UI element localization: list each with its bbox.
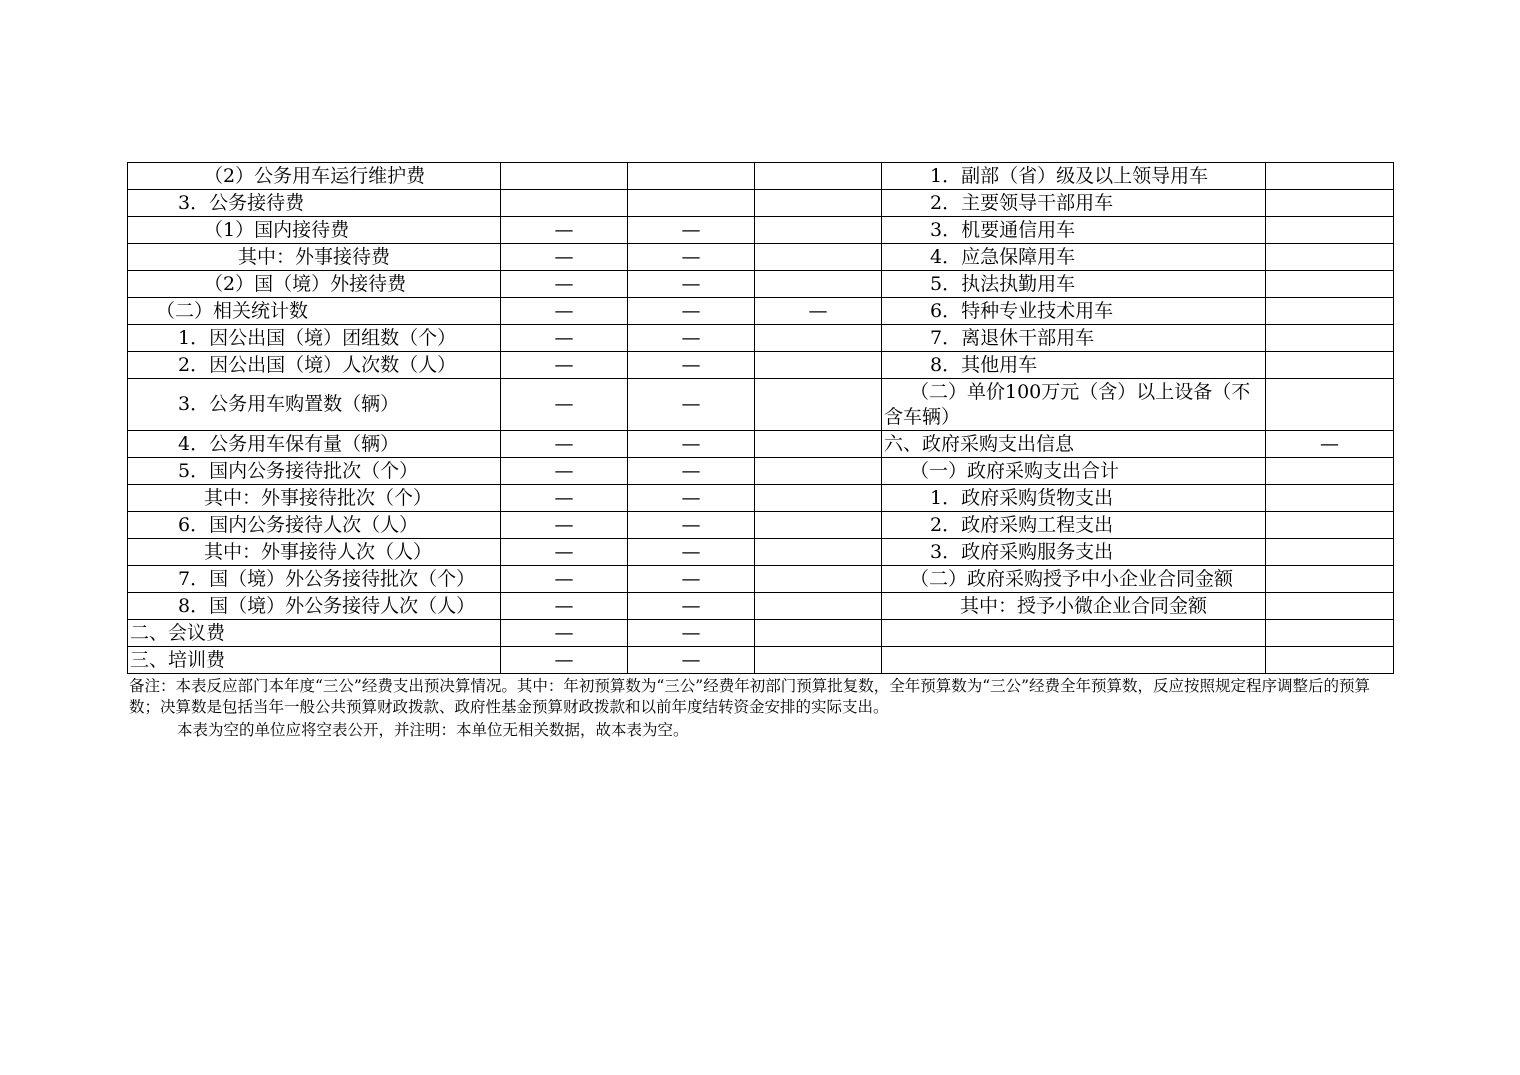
table-row: [128, 539, 1394, 566]
row-label: 3．公务用车购置数（辆）: [128, 379, 501, 431]
row-label: （2）国（境）外接待费: [128, 271, 501, 298]
right-value-cell: [1266, 539, 1394, 566]
right-row-label: [882, 620, 1266, 647]
table-row: [128, 163, 1394, 190]
final-accounts-cell: [755, 539, 882, 566]
right-row-label: 5．执法执勤用车: [882, 271, 1266, 298]
right-row-label: 3．机要通信用车: [882, 217, 1266, 244]
row-label: 其中：外事接待批次（个）: [128, 485, 501, 512]
right-value-cell: [1266, 620, 1394, 647]
right-value-cell: —: [1266, 431, 1394, 458]
initial-budget-cell: —: [501, 431, 628, 458]
final-accounts-cell: [755, 566, 882, 593]
right-value-cell: [1266, 190, 1394, 217]
full-year-budget-cell: —: [628, 566, 755, 593]
final-accounts-cell: [755, 620, 882, 647]
right-row-label: （一）政府采购支出合计: [882, 458, 1266, 485]
right-row-label: 8．其他用车: [882, 352, 1266, 379]
full-year-budget-cell: —: [628, 458, 755, 485]
full-year-budget-cell: —: [628, 244, 755, 271]
right-value-cell: [1266, 566, 1394, 593]
full-year-budget-cell: —: [628, 431, 755, 458]
full-year-budget-cell: —: [628, 593, 755, 620]
initial-budget-cell: —: [501, 217, 628, 244]
full-year-budget-cell: —: [628, 352, 755, 379]
initial-budget-cell: —: [501, 593, 628, 620]
right-value-cell: [1266, 512, 1394, 539]
final-accounts-cell: —: [755, 298, 882, 325]
final-accounts-cell: [755, 593, 882, 620]
full-year-budget-cell: —: [628, 620, 755, 647]
final-accounts-cell: [755, 190, 882, 217]
right-row-label: 六、政府采购支出信息: [882, 431, 1266, 458]
row-label: 8．国（境）外公务接待人次（人）: [128, 593, 501, 620]
row-label: 4．公务用车保有量（辆）: [128, 431, 501, 458]
table-row: [128, 379, 1394, 431]
full-year-budget-cell: [628, 190, 755, 217]
empty-table-note: 本表为空的单位应将空表公开，并注明：本单位无相关数据，故本表为空。: [177, 721, 689, 739]
final-accounts-cell: [755, 325, 882, 352]
row-label: 其中：外事接待人次（人）: [128, 539, 501, 566]
table-row: [128, 458, 1394, 485]
right-value-cell: [1266, 217, 1394, 244]
final-accounts-cell: [755, 352, 882, 379]
full-year-budget-cell: [628, 163, 755, 190]
table-row: [128, 512, 1394, 539]
initial-budget-cell: —: [501, 325, 628, 352]
right-row-label: 3．政府采购服务支出: [882, 539, 1266, 566]
right-row-label: 1．副部（省）级及以上领导用车: [882, 163, 1266, 190]
right-value-cell: [1266, 325, 1394, 352]
table-row: [128, 593, 1394, 620]
right-row-label: 7．离退休干部用车: [882, 325, 1266, 352]
full-year-budget-cell: —: [628, 539, 755, 566]
right-row-label: [882, 647, 1266, 674]
initial-budget-cell: —: [501, 298, 628, 325]
right-value-cell: [1266, 271, 1394, 298]
right-row-label: 2．政府采购工程支出: [882, 512, 1266, 539]
row-label: 5．国内公务接待批次（个）: [128, 458, 501, 485]
table-row: [128, 271, 1394, 298]
right-value-cell: [1266, 244, 1394, 271]
note-paragraph: 备注：本表反应部门本年度“三公”经费支出预决算情况。其中：年初预算数为“三公”经费年初部门预算批复数，全年预算数为“三公”经费全年预算数，反应按照规定程序调整后的预算数；决算数是包括当年一般公共预算财政拨款、政府性基金预算财政拨款和以前年度结转资金安排的实际支出。: [129, 677, 1371, 716]
table-row: [128, 325, 1394, 352]
right-row-label: （二）政府采购授予中小企业合同金额: [882, 566, 1266, 593]
row-label: 2．因公出国（境）人次数（人）: [128, 352, 501, 379]
table-row: [128, 352, 1394, 379]
row-label: 6．国内公务接待人次（人）: [128, 512, 501, 539]
row-label: 三、培训费: [128, 647, 501, 674]
final-accounts-cell: [755, 379, 882, 431]
table-row: [128, 431, 1394, 458]
final-accounts-cell: [755, 485, 882, 512]
right-value-cell: [1266, 352, 1394, 379]
final-accounts-cell: [755, 647, 882, 674]
row-label: （1）国内接待费: [128, 217, 501, 244]
right-row-label: 6．特种专业技术用车: [882, 298, 1266, 325]
table-row: [128, 244, 1394, 271]
initial-budget-cell: —: [501, 485, 628, 512]
table-row: [128, 647, 1394, 674]
full-year-budget-cell: —: [628, 271, 755, 298]
right-row-label: 2．主要领导干部用车: [882, 190, 1266, 217]
final-accounts-cell: [755, 458, 882, 485]
right-value-cell: [1266, 163, 1394, 190]
row-label: 二、会议费: [128, 620, 501, 647]
initial-budget-cell: —: [501, 647, 628, 674]
initial-budget-cell: —: [501, 620, 628, 647]
final-accounts-cell: [755, 431, 882, 458]
initial-budget-cell: [501, 190, 628, 217]
table-notes: [127, 676, 1391, 741]
right-value-cell: [1266, 647, 1394, 674]
table-row: [128, 298, 1394, 325]
full-year-budget-cell: —: [628, 217, 755, 244]
full-year-budget-cell: —: [628, 325, 755, 352]
row-label: 3．公务接待费: [128, 190, 501, 217]
initial-budget-cell: —: [501, 352, 628, 379]
full-year-budget-cell: —: [628, 485, 755, 512]
final-accounts-cell: [755, 244, 882, 271]
row-label: （二）相关统计数: [128, 298, 501, 325]
budget-table-page: [127, 162, 1393, 741]
row-label: 7．国（境）外公务接待批次（个）: [128, 566, 501, 593]
final-accounts-cell: [755, 163, 882, 190]
right-value-cell: [1266, 593, 1394, 620]
full-year-budget-cell: —: [628, 379, 755, 431]
initial-budget-cell: —: [501, 539, 628, 566]
initial-budget-cell: —: [501, 512, 628, 539]
initial-budget-cell: —: [501, 458, 628, 485]
initial-budget-cell: [501, 163, 628, 190]
right-row-label: 其中：授予小微企业合同金额: [882, 593, 1266, 620]
table-row: [128, 217, 1394, 244]
initial-budget-cell: —: [501, 379, 628, 431]
final-accounts-cell: [755, 271, 882, 298]
right-row-label: （二）单价100万元（含）以上设备（不含车辆）: [882, 379, 1266, 431]
initial-budget-cell: —: [501, 244, 628, 271]
final-accounts-cell: [755, 512, 882, 539]
three-public-expenses-table: [127, 162, 1394, 674]
initial-budget-cell: —: [501, 566, 628, 593]
table-row: [128, 620, 1394, 647]
initial-budget-cell: —: [501, 271, 628, 298]
table-row: [128, 190, 1394, 217]
right-value-cell: [1266, 485, 1394, 512]
row-label: 其中：外事接待费: [128, 244, 501, 271]
right-row-label: 4．应急保障用车: [882, 244, 1266, 271]
full-year-budget-cell: —: [628, 647, 755, 674]
row-label: （2）公务用车运行维护费: [128, 163, 501, 190]
table-row: [128, 485, 1394, 512]
right-value-cell: [1266, 298, 1394, 325]
full-year-budget-cell: —: [628, 512, 755, 539]
table-row: [128, 566, 1394, 593]
right-value-cell: [1266, 379, 1394, 431]
right-value-cell: [1266, 458, 1394, 485]
right-row-label: 1．政府采购货物支出: [882, 485, 1266, 512]
row-label: 1．因公出国（境）团组数（个）: [128, 325, 501, 352]
full-year-budget-cell: —: [628, 298, 755, 325]
final-accounts-cell: [755, 217, 882, 244]
